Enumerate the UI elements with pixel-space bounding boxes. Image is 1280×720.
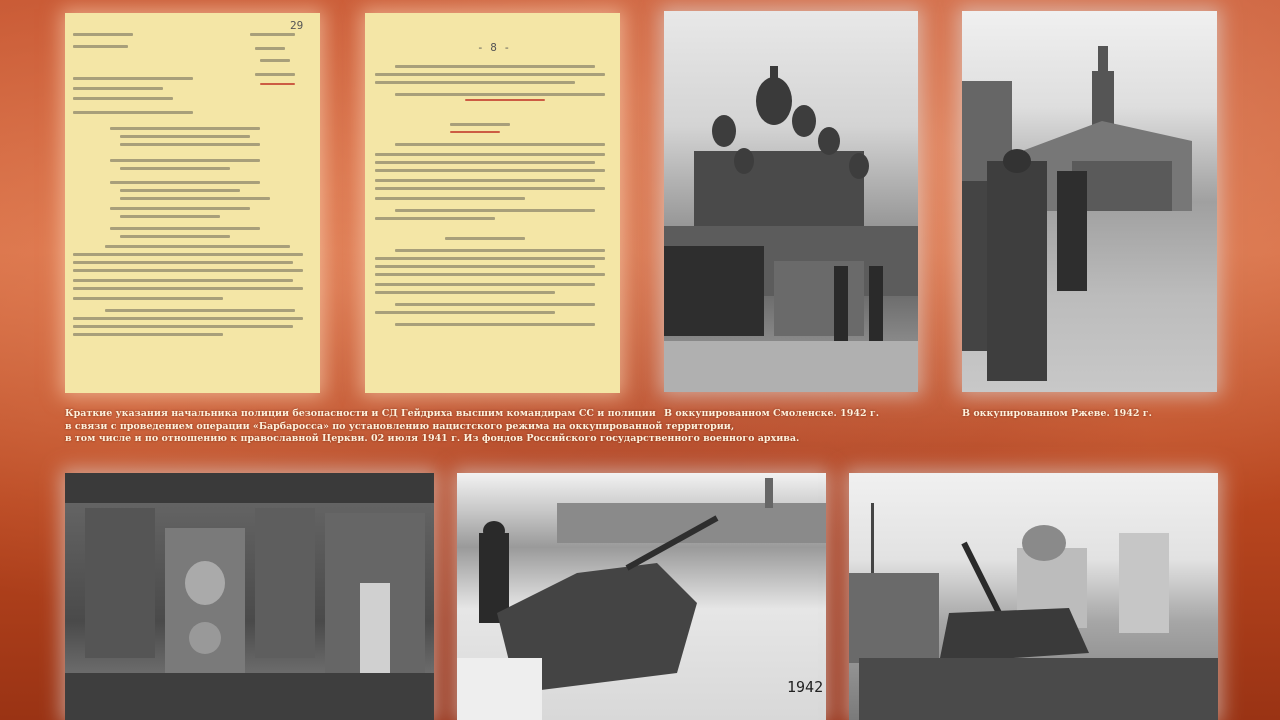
typed-line: [73, 253, 303, 256]
typed-line: [110, 207, 250, 210]
typed-line: [250, 33, 295, 36]
caption-line: в связи с проведением операции «Барбаросса» по установлению нацистского режима на оккупированной территории,: [65, 420, 735, 432]
typed-line: [73, 77, 193, 80]
cathedral-scene: [664, 11, 918, 392]
typed-line: [375, 273, 605, 276]
typed-line: [445, 237, 525, 240]
typed-line: [73, 317, 303, 320]
typed-line: [395, 65, 595, 68]
document-page-2: [365, 13, 620, 393]
typed-line: [375, 169, 605, 172]
caption-line: Краткие указания начальника полиции безопасности и СД Гейдриха высшим командирам СС и полиции: [65, 408, 656, 419]
typed-line: [375, 187, 605, 190]
typed-line: [110, 181, 260, 184]
typed-line: [73, 297, 223, 300]
typed-line: [375, 197, 525, 200]
typed-line: [73, 325, 293, 328]
typed-line: [375, 257, 605, 260]
year-stamp: 1942: [787, 678, 824, 696]
typed-line: [375, 265, 595, 268]
typed-line: [105, 309, 295, 312]
typed-line: [260, 83, 295, 85]
typed-line: [73, 287, 303, 290]
typed-line: [73, 111, 193, 114]
typed-line: [73, 45, 128, 48]
typed-line: [395, 323, 595, 326]
typed-line: [255, 47, 285, 50]
caption-line: в том числе и по отношению к православной Церкви. 02 июля 1941 г. Из фондов Российского государственного военного архива.: [65, 433, 800, 444]
typed-line: [375, 291, 555, 294]
typed-line: [105, 245, 290, 248]
iconostasis-scene: [65, 473, 434, 720]
typed-line: [73, 261, 293, 264]
street-scene: [962, 11, 1217, 392]
typed-line: [395, 143, 605, 146]
typed-line: [375, 73, 605, 76]
typed-line: [120, 189, 240, 192]
typed-line: [73, 333, 223, 336]
typed-line: [375, 217, 495, 220]
typed-line: [120, 215, 220, 218]
photo-anti-aircraft-gun: [457, 473, 826, 720]
typed-line: [375, 161, 595, 164]
typed-line: [120, 197, 270, 200]
typed-line: [255, 73, 295, 76]
photo-church-interior: [65, 473, 434, 720]
document-page-number: 29: [290, 19, 304, 32]
typed-line: [375, 179, 595, 182]
typed-line: [73, 33, 133, 36]
typed-line: [110, 159, 260, 162]
typed-line: [450, 123, 510, 126]
typed-line: [120, 167, 230, 170]
typed-line: [395, 209, 595, 212]
photo-smolensk-cathedral: [664, 11, 918, 392]
typed-line: [375, 283, 595, 286]
rzhev-caption: В оккупированном Ржеве. 1942 г.: [962, 408, 1152, 419]
typed-line: [120, 143, 260, 146]
typed-line: [395, 249, 605, 252]
typed-line: [465, 99, 545, 101]
photo-tank-cathedral: [849, 473, 1218, 720]
typed-line: [375, 311, 555, 314]
typed-line: [73, 87, 163, 90]
typed-line: [375, 153, 605, 156]
gun-scene: [457, 473, 826, 720]
typed-line: [395, 93, 605, 96]
typed-line: [110, 127, 260, 130]
typed-line: [110, 227, 260, 230]
tank-scene: [849, 473, 1218, 720]
photo-rzhev-soldiers: [962, 11, 1217, 392]
typed-line: [73, 279, 293, 282]
typed-line: [120, 135, 250, 138]
typed-line: [450, 131, 500, 133]
typed-line: [73, 97, 173, 100]
typed-line: [120, 235, 230, 238]
smolensk-caption: В оккупированном Смоленске. 1942 г.: [664, 408, 880, 419]
typed-line: [260, 59, 290, 62]
typed-line: [73, 269, 303, 272]
document-page-1: [65, 13, 320, 393]
typed-line: [395, 303, 595, 306]
document-page-number: - 8 -: [477, 41, 511, 54]
typed-line: [375, 81, 575, 84]
